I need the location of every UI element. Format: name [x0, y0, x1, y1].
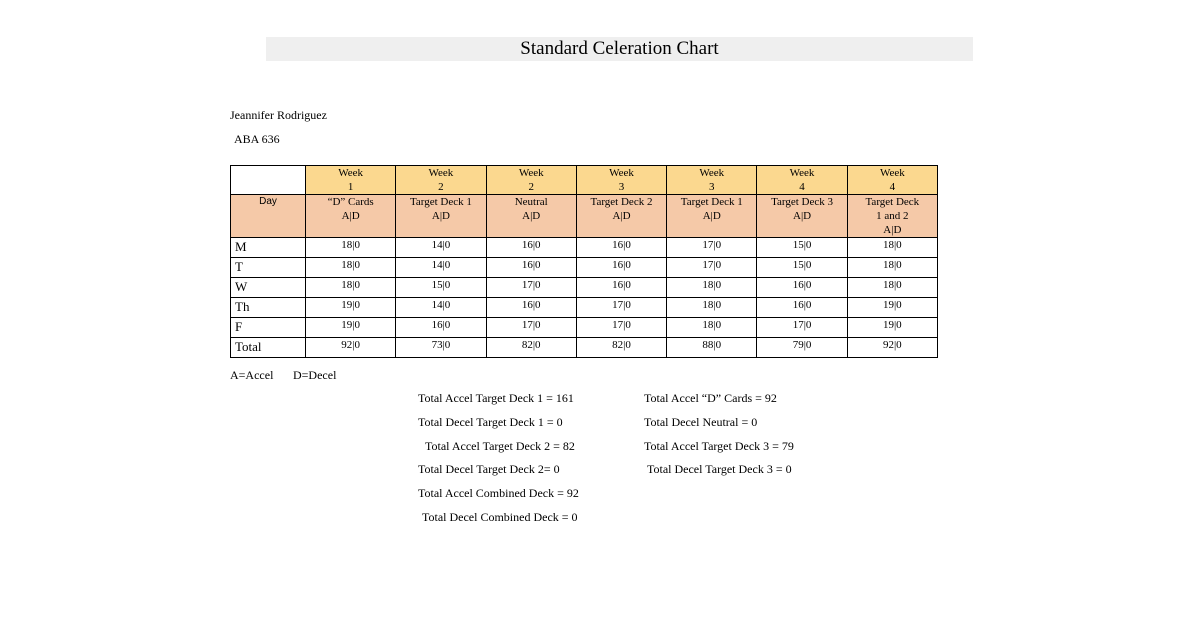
- week-header-row: [231, 166, 938, 195]
- legend-decel: D=Decel: [293, 368, 337, 382]
- legend-accel: A=Accel: [230, 368, 274, 382]
- page-title: Standard Celeration Chart: [266, 37, 973, 61]
- deck-header-row: [231, 195, 938, 238]
- deck-header: Target Deck 1 and 2 A|D: [847, 195, 937, 238]
- table-cell: 16|0: [757, 278, 847, 298]
- table-cell: 15|0: [396, 278, 486, 298]
- day-header: Day: [231, 195, 306, 238]
- total-line: Total Accel Target Deck 1 = 161: [418, 391, 574, 405]
- table-cell: 16|0: [486, 238, 576, 258]
- table-cell: 19|0: [306, 298, 396, 318]
- deck-header: “D” Cards A|D: [306, 195, 396, 238]
- total-line: Total Decel Neutral = 0: [644, 415, 758, 429]
- week-cell: Week 4: [757, 166, 847, 195]
- table-cell: 92|0: [847, 338, 937, 358]
- table-row: [231, 318, 938, 338]
- deck-header: Target Deck 3 A|D: [757, 195, 847, 238]
- table-cell: 14|0: [396, 258, 486, 278]
- row-label: T: [231, 258, 306, 278]
- table-cell: 73|0: [396, 338, 486, 358]
- total-line: Total Decel Combined Deck = 0: [422, 510, 578, 524]
- table-cell: 18|0: [306, 238, 396, 258]
- table-cell: 18|0: [667, 318, 757, 338]
- table-cell: 18|0: [847, 238, 937, 258]
- table-cell: 16|0: [576, 258, 666, 278]
- author-name: Jeannifer Rodriguez: [230, 108, 327, 122]
- table-cell: 16|0: [486, 298, 576, 318]
- table-cell: 15|0: [757, 258, 847, 278]
- total-line: Total Accel Combined Deck = 92: [418, 486, 579, 500]
- total-line: Total Decel Target Deck 2= 0: [418, 462, 560, 476]
- table-cell: 88|0: [667, 338, 757, 358]
- total-line: Total Accel “D” Cards = 92: [644, 391, 777, 405]
- table-cell: 18|0: [667, 298, 757, 318]
- table-cell: 17|0: [486, 278, 576, 298]
- table-cell: 17|0: [667, 238, 757, 258]
- table-row: [231, 298, 938, 318]
- table-row: [231, 238, 938, 258]
- table-cell: 18|0: [667, 278, 757, 298]
- week-cell: Week 2: [486, 166, 576, 195]
- week-cell: Week 4: [847, 166, 937, 195]
- table-row: [231, 278, 938, 298]
- table-cell: 17|0: [576, 298, 666, 318]
- table-cell: 79|0: [757, 338, 847, 358]
- table-cell: 18|0: [847, 258, 937, 278]
- table-cell: 16|0: [396, 318, 486, 338]
- row-label: W: [231, 278, 306, 298]
- deck-header: Neutral A|D: [486, 195, 576, 238]
- table-cell: 18|0: [306, 278, 396, 298]
- deck-header: Target Deck 2 A|D: [576, 195, 666, 238]
- deck-header: Target Deck 1 A|D: [396, 195, 486, 238]
- table-cell: 82|0: [576, 338, 666, 358]
- deck-header: Target Deck 1 A|D: [667, 195, 757, 238]
- table-cell: 16|0: [576, 278, 666, 298]
- celeration-table: [230, 165, 938, 358]
- table-cell: 18|0: [306, 258, 396, 278]
- table-cell: 92|0: [306, 338, 396, 358]
- table-row: [231, 258, 938, 278]
- table-cell: 15|0: [757, 238, 847, 258]
- table-cell: 14|0: [396, 298, 486, 318]
- week-cell: Week 2: [396, 166, 486, 195]
- table-cell: 19|0: [847, 298, 937, 318]
- total-line: Total Accel Target Deck 3 = 79: [644, 439, 794, 453]
- total-line: Total Decel Target Deck 1 = 0: [418, 415, 563, 429]
- week-cell: Week 3: [667, 166, 757, 195]
- table-cell: 14|0: [396, 238, 486, 258]
- week-cell: Week 1: [306, 166, 396, 195]
- table-cell: 19|0: [306, 318, 396, 338]
- row-label: F: [231, 318, 306, 338]
- total-line: Total Decel Target Deck 3 = 0: [647, 462, 792, 476]
- row-label: Th: [231, 298, 306, 318]
- total-line: Total Accel Target Deck 2 = 82: [425, 439, 575, 453]
- table-cell: 17|0: [757, 318, 847, 338]
- table-row-total: [231, 338, 938, 358]
- table-cell: 18|0: [847, 278, 937, 298]
- corner-cell: [231, 166, 306, 195]
- table-cell: 17|0: [486, 318, 576, 338]
- course-code: ABA 636: [234, 132, 280, 146]
- row-label: Total: [231, 338, 306, 358]
- table-cell: 16|0: [576, 238, 666, 258]
- row-label: M: [231, 238, 306, 258]
- week-cell: Week 3: [576, 166, 666, 195]
- table-cell: 82|0: [486, 338, 576, 358]
- table-cell: 16|0: [757, 298, 847, 318]
- table-cell: 17|0: [576, 318, 666, 338]
- table-cell: 19|0: [847, 318, 937, 338]
- table-cell: 16|0: [486, 258, 576, 278]
- table-cell: 17|0: [667, 258, 757, 278]
